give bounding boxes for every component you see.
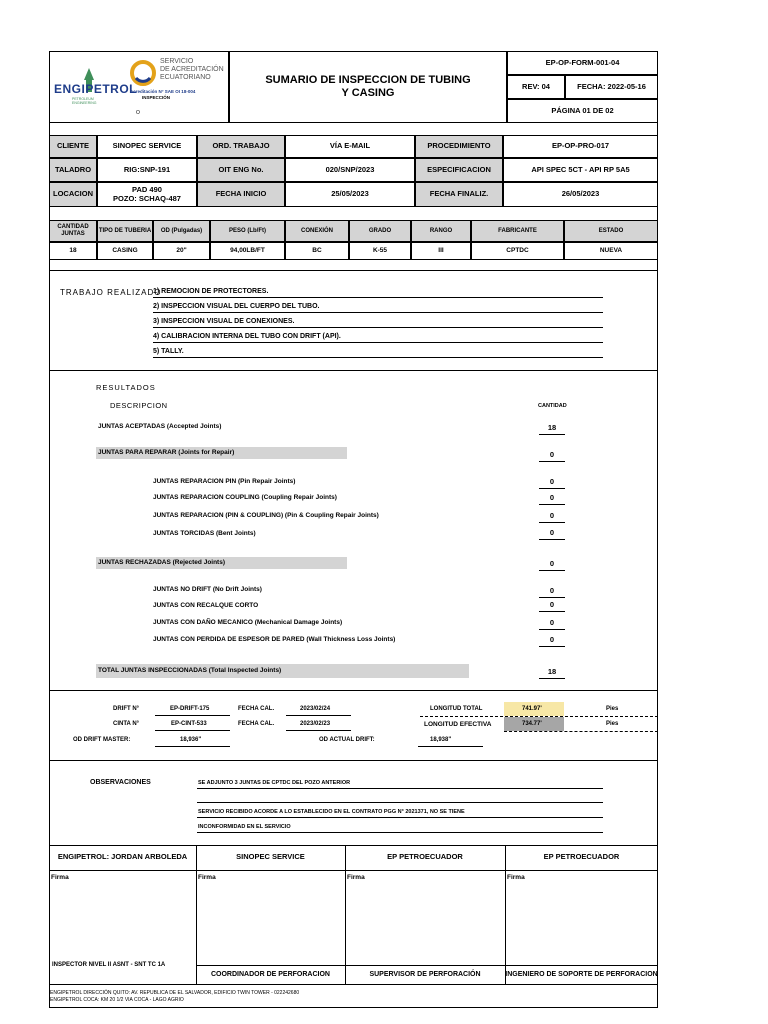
resultados-title: RESULTADOS bbox=[96, 383, 156, 392]
od-master-value: 18,936" bbox=[180, 737, 202, 743]
taladro-value: RIG:SNP-191 bbox=[97, 158, 197, 182]
th-grado: GRADO bbox=[349, 220, 411, 242]
cliente-label: CLIENTE bbox=[49, 135, 97, 158]
sae-logo-icon bbox=[130, 60, 156, 86]
fecha-cal-underline-1 bbox=[286, 715, 351, 716]
fecha-finaliz-label: FECHA FINALIZ. bbox=[415, 182, 503, 207]
ord-trabajo-value: VÍA E-MAIL bbox=[285, 135, 415, 158]
engipetrol-logo bbox=[54, 66, 138, 116]
signature-col-3-title: EP PETROECUADOR bbox=[387, 852, 463, 862]
td-od: 20" bbox=[153, 242, 210, 260]
engipetrol-tagline: PETROLEUM ENGINEERING bbox=[72, 97, 97, 105]
trabajo-item-5: 5) TALLY. bbox=[153, 348, 184, 355]
fecha-finaliz-value: 26/05/2023 bbox=[503, 182, 658, 207]
observaciones-line-2: SERVICIO RECIBIDO ACORDE A LO ESTABLECIDO EN EL CONTRATO PGG N° 2021371, NO SE TIENE bbox=[198, 809, 465, 815]
observaciones-line-1: SE ADJUNTO 3 JUNTAS DE CPTDC DEL POZO ANTERIOR bbox=[198, 780, 351, 786]
td-fabricante: CPTDC bbox=[471, 242, 564, 260]
long-total-label: LONGITUD TOTAL bbox=[430, 706, 483, 712]
trabajo-line bbox=[153, 312, 603, 313]
reparar-item-2-value: 0 bbox=[539, 493, 565, 505]
engipetrol-wordmark: ENGIPETROL bbox=[54, 82, 138, 96]
rechazadas-item-3-value: 0 bbox=[539, 618, 565, 630]
firma-label-2: Firma bbox=[198, 874, 216, 881]
td-conexion: BC bbox=[285, 242, 349, 260]
trabajo-item-2: 2) INSPECCION VISUAL DEL CUERPO DEL TUBO. bbox=[153, 303, 320, 310]
cantidad-header: CANTIDAD bbox=[538, 403, 567, 409]
reparar-item-2-label: JUNTAS REPARACION COUPLING (Coupling Repair Joints) bbox=[153, 494, 337, 501]
drift-underline bbox=[155, 715, 230, 716]
cinta-value: EP-CINT-533 bbox=[171, 721, 207, 727]
header-logo-box bbox=[49, 51, 229, 123]
trabajo-item-4: 4) CALIBRACION INTERNA DEL TUBO CON DRIFT (API). bbox=[153, 333, 341, 340]
observaciones-underline bbox=[197, 832, 603, 833]
trabajo-item-3: 3) INSPECCION VISUAL DE CONEXIONES. bbox=[153, 318, 295, 325]
taladro-label: TALADRO bbox=[49, 158, 97, 182]
th-estado: ESTADO bbox=[564, 220, 658, 242]
sae-line-2: DE ACREDITACIÓN bbox=[160, 66, 224, 73]
fecha-cal-underline-2 bbox=[286, 730, 351, 731]
divider bbox=[49, 370, 658, 371]
trabajo-line bbox=[153, 327, 603, 328]
reparar-item-3-label: JUNTAS REPARACION (PIN & COUPLING) (Pin & Coupling Repair Joints) bbox=[153, 512, 379, 519]
form-revision: REV: 04 bbox=[507, 75, 565, 99]
cinta-label: CINTA N° bbox=[113, 721, 140, 727]
total-value: 18 bbox=[539, 667, 565, 679]
long-efec-value: 734.77' bbox=[522, 721, 542, 727]
pies-1: Pies bbox=[606, 706, 619, 712]
td-grado: K-55 bbox=[349, 242, 411, 260]
signature-col-4-footer: INGENIERO DE SOPORTE DE PERFORACION bbox=[505, 970, 658, 978]
trabajo-line bbox=[153, 342, 603, 343]
reparar-item-3-value: 0 bbox=[539, 511, 565, 523]
td-tipo: CASING bbox=[97, 242, 153, 260]
sae-line-3: ECUATORIANO bbox=[160, 74, 211, 81]
reparar-value: 0 bbox=[539, 450, 565, 462]
observaciones-underline bbox=[197, 817, 603, 818]
drift-dashed-line bbox=[504, 731, 658, 732]
locacion-label: LOCACION bbox=[49, 182, 97, 207]
signature-col-1-footer-clip bbox=[50, 960, 195, 967]
locacion-pozo: POZO: SCHAQ-487 bbox=[113, 193, 181, 203]
procedimiento-value: EP-OP-PRO-017 bbox=[503, 135, 658, 158]
od-master-underline bbox=[155, 746, 230, 747]
rechazadas-item-1-value: 0 bbox=[539, 586, 565, 598]
drift-value: EP-DRIFT-175 bbox=[170, 706, 210, 712]
observaciones-underline bbox=[197, 802, 603, 803]
rechazadas-value: 0 bbox=[539, 559, 565, 571]
ord-trabajo-label: ORD. TRABAJO bbox=[197, 135, 285, 158]
firma-label-1: Firma bbox=[51, 874, 69, 881]
observaciones-line-3: INCONFORMIDAD EN EL SERVICIO bbox=[198, 824, 291, 830]
cliente-value: SINOPEC SERVICE bbox=[97, 135, 197, 158]
footer-address-coca: ENGIPETROL COCA: KM 20 1/2 VIA COCA - LAGO AGRIO bbox=[50, 997, 184, 1003]
td-cantidad: 18 bbox=[49, 242, 97, 260]
oit-label: OIT ENG No. bbox=[197, 158, 285, 182]
footer-address-quito: ENGIPETROL DIRECCIÓN QUITO: AV. REPUBLICA DE EL SALVADOR, EDIFICIO TWIN TOWER - 022242680 bbox=[50, 990, 300, 996]
firma-label-4: Firma bbox=[507, 874, 525, 881]
divider bbox=[49, 760, 658, 761]
locacion-pad: PAD 490 bbox=[132, 184, 162, 194]
th-tipo: TIPO DE TUBERIA bbox=[97, 220, 153, 242]
rechazadas-item-4-value: 0 bbox=[539, 635, 565, 647]
reparar-label: JUNTAS PARA REPARAR (Joints for Repair) bbox=[98, 449, 235, 456]
locacion-value bbox=[97, 182, 197, 207]
page-number: PÁGINA 01 DE 02 bbox=[507, 99, 658, 123]
descripcion-header: DESCRIPCION bbox=[110, 401, 168, 410]
fecha-cal-value-2: 2023/02/23 bbox=[300, 721, 331, 727]
th-cantidad: CANTIDAD JUNTAS bbox=[49, 220, 97, 242]
accreditation-number: Acreditación N° SAE OI 18-004 bbox=[130, 89, 196, 94]
aceptadas-label: JUNTAS ACEPTADAS (Accepted Joints) bbox=[98, 423, 222, 430]
od-actual-value: 18,938" bbox=[430, 737, 452, 743]
reparar-item-1-label: JUNTAS REPARACION PIN (Pin Repair Joints) bbox=[153, 478, 296, 485]
rechazadas-item-4-label: JUNTAS CON PERDIDA DE ESPESOR DE PARED (Wall Thickness Loss Joints) bbox=[153, 636, 396, 643]
rechazadas-item-1-label: JUNTAS NO DRIFT (No Drift Joints) bbox=[153, 586, 262, 593]
trabajo-line bbox=[153, 357, 603, 358]
divider bbox=[49, 690, 658, 691]
fecha-cal-label-2: FECHA CAL. bbox=[238, 721, 275, 727]
firma-label-3: Firma bbox=[347, 874, 365, 881]
fecha-inicio-value: 25/05/2023 bbox=[285, 182, 415, 207]
long-efec-label: LONGITUD EFECTIVA bbox=[424, 721, 492, 728]
od-actual-underline bbox=[418, 746, 483, 747]
observaciones-label: OBSERVACIONES bbox=[90, 779, 151, 786]
th-od: OD (Pulgadas) bbox=[153, 220, 210, 242]
sae-line-1: SERVICIO bbox=[160, 58, 194, 65]
signature-col-1-footer: INSPECTOR NIVEL II ASNT - SNT TC 1A bbox=[52, 962, 166, 967]
form-title-box bbox=[229, 51, 507, 123]
th-fabricante: FABRICANTE bbox=[471, 220, 564, 242]
reparar-item-4-value: 0 bbox=[539, 528, 565, 540]
td-rango: III bbox=[411, 242, 471, 260]
od-master-label: OD DRIFT MASTER: bbox=[73, 737, 131, 743]
signature-col-1-title: ENGIPETROL: JORDAN ARBOLEDA bbox=[57, 852, 188, 862]
form-title-line-1: SUMARIO DE INSPECCION DE TUBING bbox=[265, 74, 471, 87]
long-total-value: 741.97' bbox=[522, 706, 542, 712]
cinta-underline bbox=[155, 730, 230, 731]
rechazadas-item-2-value: 0 bbox=[539, 600, 565, 612]
rechazadas-item-2-label: JUNTAS CON RECALQUE CORTO bbox=[153, 602, 259, 609]
od-actual-label: OD ACTUAL DRIFT: bbox=[319, 737, 375, 743]
form-title-line-2: Y CASING bbox=[341, 87, 395, 99]
reparar-item-1-value: 0 bbox=[539, 477, 565, 489]
observaciones-underline bbox=[197, 788, 603, 789]
trabajo-realizado-label: TRABAJO REALIZADO bbox=[60, 288, 162, 297]
rechazadas-label: JUNTAS RECHAZADAS (Rejected Joints) bbox=[98, 559, 226, 566]
total-label: TOTAL JUNTAS INSPECCIONADAS (Total Inspected Joints) bbox=[98, 667, 282, 674]
especificacion-label: ESPECIFICACION bbox=[415, 158, 503, 182]
signature-col-3-footer: SUPERVISOR DE PERFORACIÓN bbox=[369, 970, 481, 978]
oit-value: 020/SNP/2023 bbox=[285, 158, 415, 182]
th-rango: RANGO bbox=[411, 220, 471, 242]
fecha-cal-label-1: FECHA CAL. bbox=[238, 706, 275, 712]
especificacion-value: API SPEC 5CT - API RP 5A5 bbox=[503, 158, 658, 182]
th-peso: PESO (Lb/Ft) bbox=[210, 220, 285, 242]
trabajo-item-1: 1) REMOCION DE PROTECTORES. bbox=[153, 288, 269, 295]
aceptadas-value: 18 bbox=[539, 423, 565, 435]
fecha-inicio-label: FECHA INICIO bbox=[197, 182, 285, 207]
form-code: EP-OP-FORM-001-04 bbox=[507, 51, 658, 75]
reparar-item-4-label: JUNTAS TORCIDAS (Bent Joints) bbox=[153, 530, 256, 537]
signature-col-4-title: EP PETROECUADOR bbox=[543, 852, 620, 862]
drift-label: DRIFT N° bbox=[113, 706, 140, 712]
rechazadas-item-3-label: JUNTAS CON DAÑO MECANICO (Mechanical Damage Joints) bbox=[153, 619, 343, 626]
signature-col-2-footer: COORDINADOR DE PERFORACION bbox=[210, 970, 330, 978]
accreditation-mark: O bbox=[136, 110, 140, 116]
td-peso: 94,00LB/FT bbox=[210, 242, 285, 260]
form-date: FECHA: 2022-05-16 bbox=[565, 75, 658, 99]
pies-2: Pies bbox=[606, 721, 619, 727]
fecha-cal-value-1: 2023/02/24 bbox=[300, 706, 331, 712]
divider bbox=[49, 270, 658, 271]
td-estado: NUEVA bbox=[564, 242, 658, 260]
accreditation-type: INSPECCIÓN bbox=[142, 95, 171, 100]
th-conexion: CONEXIÓN bbox=[285, 220, 349, 242]
signature-col-2-title: SINOPEC SERVICE bbox=[236, 852, 305, 862]
signature-header-divider bbox=[49, 870, 658, 871]
procedimiento-label: PROCEDIMIENTO bbox=[415, 135, 503, 158]
trabajo-line bbox=[153, 297, 603, 298]
